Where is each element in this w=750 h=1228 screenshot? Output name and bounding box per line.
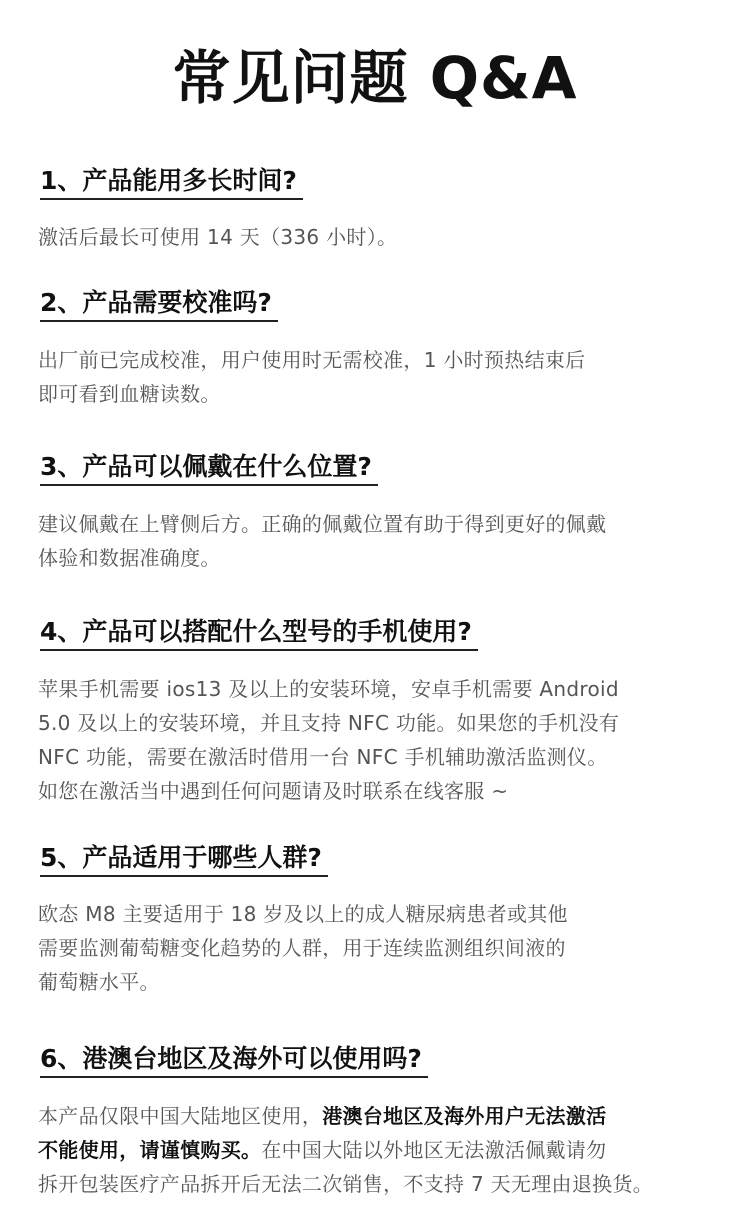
- answer-line: NFC 功能，需要在激活时借用一台 NFC 手机辅助激活监测仪。: [38, 745, 608, 769]
- faq-question-2: 2、产品需要校准吗?: [40, 286, 278, 322]
- faq-answer-4: [38, 672, 718, 808]
- answer-line: 如您在激活当中遇到任何问题请及时联系在线客服 ~: [38, 779, 509, 803]
- faq-answer-5: [38, 897, 718, 999]
- faq-question-1: 1、产品能用多长时间?: [40, 164, 303, 200]
- faq-answer-6: [38, 1099, 718, 1201]
- answer-line: 激活后最长可使用 14 天（336 小时）。: [38, 225, 398, 249]
- answer-emphasis: 不能使用，请谨慎购买。: [38, 1138, 262, 1162]
- faq-answer-2: [38, 343, 718, 411]
- page-title: 常见问题 Q&A: [172, 44, 578, 112]
- faq-question-6: 6、港澳台地区及海外可以使用吗?: [40, 1042, 428, 1078]
- faq-answer-1: [38, 220, 718, 254]
- answer-line: 拆开包装医疗产品拆开后无法二次销售，不支持 7 天无理由退换货。: [38, 1172, 654, 1196]
- answer-line: 苹果手机需要 ios13 及以上的安装环境，安卓手机需要 Android: [38, 677, 619, 701]
- answer-line: 葡萄糖水平。: [38, 970, 160, 994]
- answer-text: 在中国大陆以外地区无法激活佩戴请勿: [261, 1138, 607, 1162]
- answer-line: 欧态 M8 主要适用于 18 岁及以上的成人糖尿病患者或其他: [38, 902, 568, 926]
- faq-question-3: 3、产品可以佩戴在什么位置?: [40, 450, 378, 486]
- answer-text: 本产品仅限中国大陆地区使用，: [38, 1104, 323, 1128]
- answer-line: 出厂前已完成校准，用户使用时无需校准，1 小时预热结束后: [38, 348, 586, 372]
- answer-line: [38, 1133, 718, 1167]
- faq-question-5: 5、产品适用于哪些人群?: [40, 841, 328, 877]
- answer-line: [38, 1099, 718, 1133]
- faq-answer-3: [38, 507, 718, 575]
- answer-emphasis: 港澳台地区及海外用户无法激活: [322, 1104, 607, 1128]
- answer-line: 即可看到血糖读数。: [38, 382, 221, 406]
- answer-line: 建议佩戴在上臂侧后方。正确的佩戴位置有助于得到更好的佩戴: [38, 512, 607, 536]
- answer-line: 体验和数据准确度。: [38, 546, 221, 570]
- answer-line: 需要监测葡萄糖变化趋势的人群，用于连续监测组织间液的: [38, 936, 566, 960]
- faq-question-4: 4、产品可以搭配什么型号的手机使用?: [40, 615, 478, 651]
- answer-line: 5.0 及以上的安装环境，并且支持 NFC 功能。如果您的手机没有: [38, 711, 620, 735]
